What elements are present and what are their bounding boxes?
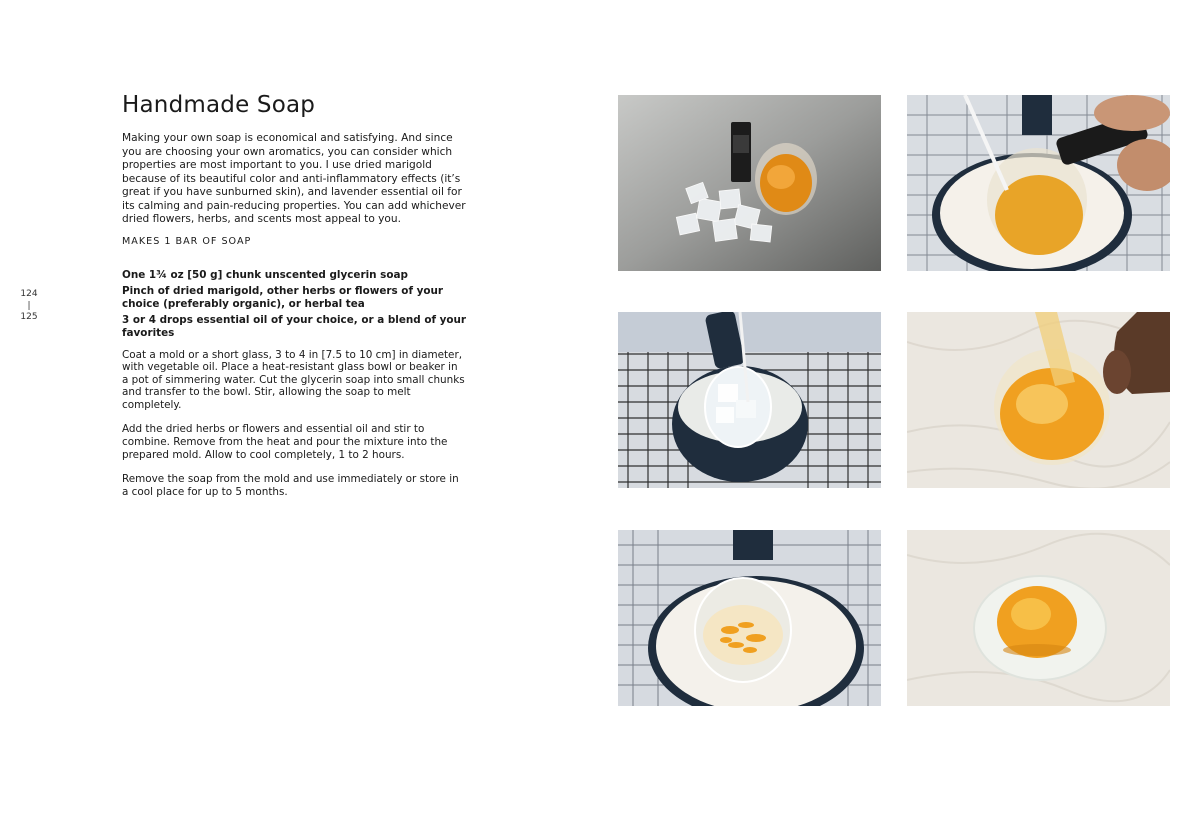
photo-finished-soap [907, 530, 1170, 706]
recipe-text-column [122, 92, 467, 510]
instruction-step: Remove the soap from the mold and use immediately or store in a cool place for up to 5 months. [122, 473, 459, 498]
page-numbers [18, 290, 40, 322]
ingredient-item: 3 or 4 drops essential oil of your choice, or a blend of your favorites [122, 313, 467, 339]
ingredient-item: Pinch of dried marigold, other herbs or flowers of your choice (preferably organic), or herbal tea [122, 284, 444, 310]
page-number-separator: | [27, 301, 31, 311]
photo-adding-marigold [618, 530, 881, 706]
recipe-yield: MAKES 1 BAR OF SOAP [122, 235, 252, 247]
recipe-intro: Making your own soap is economical and satisfying. And since you are choosing your own aromatics, you can consider which properties are most important to you. I use dried marigold because of its beautiful color and anti-inflammatory effects (it’s great if you have sunburned skin), and lavender essential oil for its calming and pain-reducing properties. You can add whichever dried flowers, herbs, and scents most appeal to you. [122, 132, 466, 225]
page-number-right: 125 [20, 312, 38, 322]
recipe-title: Handmade Soap [122, 92, 316, 118]
ingredient-item: One 1¾ oz [50 g] chunk unscented glycerin soap [122, 268, 408, 281]
photo-adding-oil [907, 95, 1170, 271]
ingredient-list [122, 269, 467, 340]
photo-melting-soap [618, 312, 881, 488]
page-number-left: 124 [20, 289, 38, 299]
photo-ingredients [618, 95, 881, 271]
instruction-step: Coat a mold or a short glass, 3 to 4 in [7.5 to 10 cm] in diameter, with vegetable oil. Place a heat-resistant glass bowl or beaker in a pot of simmering water. Cut the glycerin soap into small chunks and transfer to the bowl. Stir, allowing the soap to melt completely. [122, 348, 465, 411]
instruction-step: Add the dried herbs or flowers and essential oil and stir to combine. Remove from the heat and pour the mixture into the prepared mold. Allow to cool completely, 1 to 2 hours. [122, 423, 448, 461]
photo-pouring-soap [907, 312, 1170, 488]
